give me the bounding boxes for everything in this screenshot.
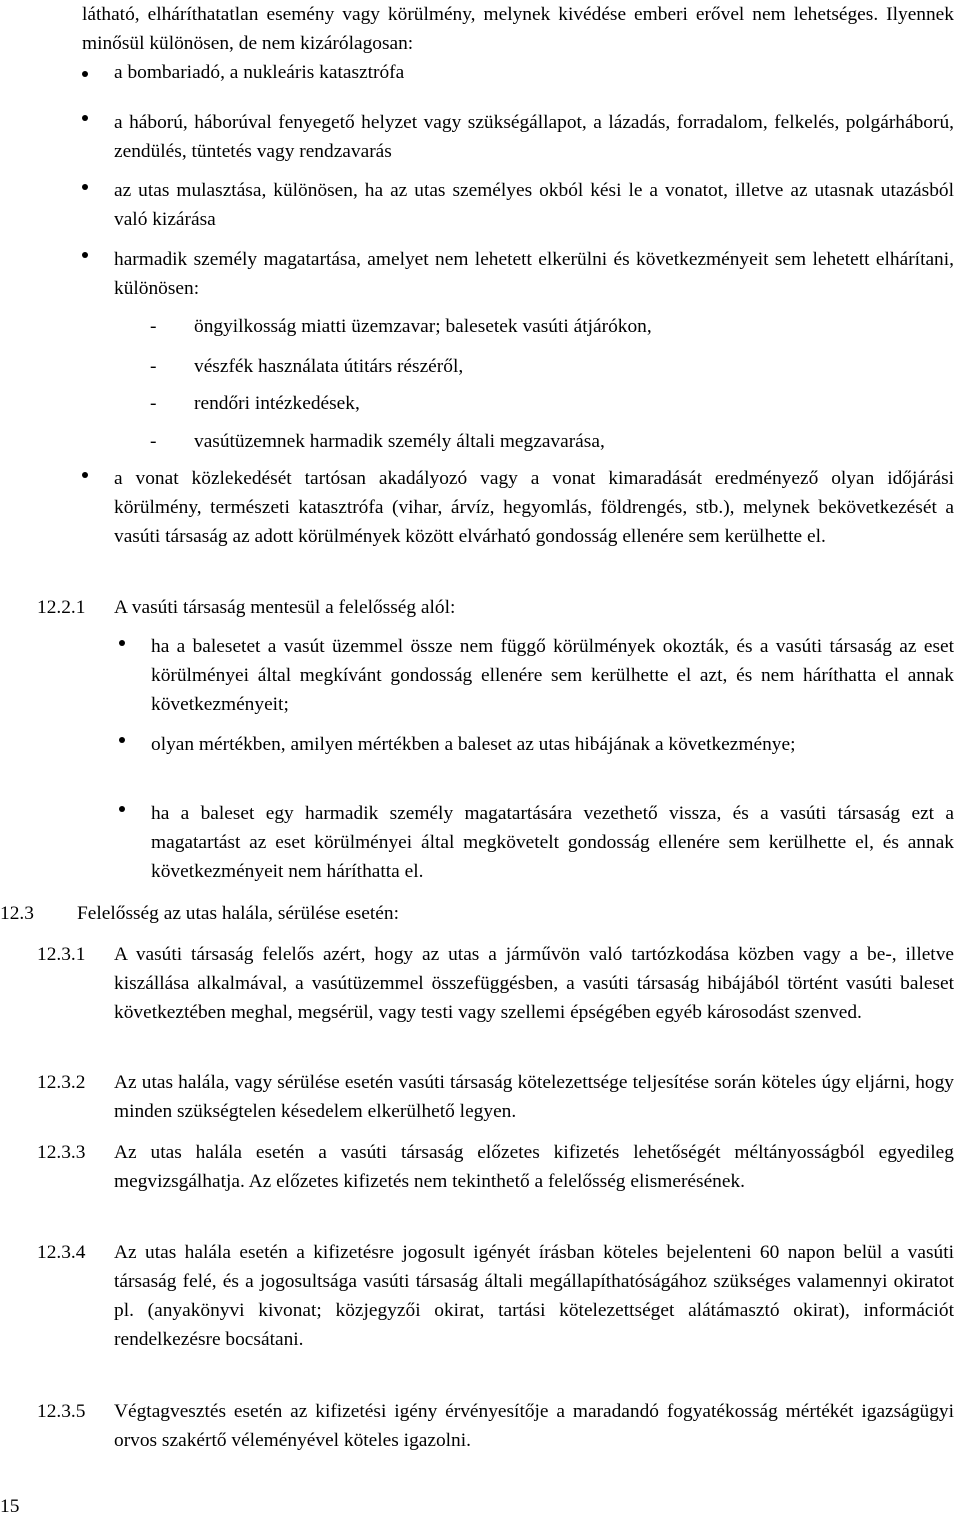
bullet-dot	[119, 640, 125, 646]
subsection-text: Az utas halála, vagy sérülése esetén vasúti társaság kötelezettsége teljesítése során köteles úgy eljárni, hogy minden szükségtelen késedelem elkerülhető legyen.	[114, 1072, 954, 1122]
dash-marker: -	[150, 431, 157, 452]
dash-item: rendőri intézkedések,	[194, 393, 360, 414]
subsection-text: Az utas halála esetén a vasúti társaság előzetes kifizetés lehetőségét méltányosságból egyedileg megvizsgálhatja. Az előzetes kifizetés nem tekinthető a felelősség elismerésének.	[114, 1142, 954, 1192]
bullet-item: olyan mértékben, amilyen mértékben a baleset az utas hibájának a következménye;	[151, 734, 796, 755]
subsection-number: 12.3.3	[37, 1142, 86, 1163]
subsection-number: 12.3.1	[37, 944, 86, 965]
bullet-item: ha a baleset egy harmadik személy magatartására vezethető vissza, és a vasúti társaság ezt a magatartást az eset körülményei által megkövetelt gondosság ellenére sem kerülhette el, és annak következményeit nem háríthatta el.	[151, 803, 954, 882]
subsection-text: Végtagvesztés esetén az kifizetési igény érvényesítője a maradandó fogyatékosság mértékét igazságügyi orvos szakértő véleményével köteles igazolni.	[114, 1401, 954, 1451]
bullet-dot	[82, 71, 88, 77]
section-heading: Felelősség az utas halála, sérülése esetén:	[77, 903, 399, 924]
subsection-number: 12.3.4	[37, 1242, 86, 1263]
bullet-dot	[82, 115, 88, 121]
bullet-item: ha a balesetet a vasút üzemmel össze nem függő körülmények okozták, és a vasúti társaság az eset körülményei által megkívánt gondosság ellenére sem kerülhette el azt, és nem háríthatta el annak következményeit;	[151, 636, 954, 715]
subsection-text: Az utas halála esetén a kifizetésre jogosult igényét írásban köteles bejelenteni 60 napon belül a vasúti társaság felé, és a jogosultsága vasúti társaság általi megállapíthatóságához szükséges valamennyi okiratot pl. (anyakönyvi kivonat; közjegyzői okirat, tartási kötelezettséget alátámasztó okirat), információt rendelkezésre bocsátani.	[114, 1242, 954, 1350]
intro-paragraph: látható, elháríthatatlan esemény vagy körülmény, melynek kivédése emberi erővel nem lehetséges. Ilyennek minősül különösen, de nem kizárólagosan:	[82, 4, 954, 54]
dash-item: vasútüzemnek harmadik személy általi megzavarása,	[194, 431, 605, 452]
bullet-dot	[82, 252, 88, 258]
bullet-item: a vonat közlekedését tartósan akadályozó vagy a vonat kimaradását eredményező olyan időjárási körülmény, természeti katasztrófa (vihar, árvíz, hegyomlás, földrengés, stb.), melynek bekövetkezését a vasúti társaság az adott körülmények között elvárható gondosság ellenére sem kerülhette el.	[114, 468, 954, 547]
subsection-number: 12.3.2	[37, 1072, 86, 1093]
bullet-dot	[119, 737, 125, 743]
bullet-dot	[82, 472, 88, 478]
section-number: 12.3	[0, 903, 34, 924]
dash-marker: -	[150, 356, 157, 377]
bullet-dot	[82, 184, 88, 190]
bullet-item: a háború, háborúval fenyegető helyzet vagy szükségállapot, a lázadás, forradalom, felkelés, polgárháború, zendülés, tüntetés vagy rendzavarás	[114, 112, 954, 162]
dash-item: öngyilkosság miatti üzemzavar; balesetek vasúti átjárókon,	[194, 316, 652, 337]
subsection-text: A vasúti társaság felelős azért, hogy az utas a járművön való tartózkodása közben vagy a be-, illetve kiszállása alkalmával, a vasútüzemmel összefüggésben, a vasúti társaság hibájából történt vasúti baleset következtében meghal, megsérül, vagy testi vagy szellemi épségében egyéb károsodást szenved.	[114, 944, 954, 1023]
bullet-item: a bombariadó, a nukleáris katasztrófa	[114, 62, 405, 83]
dash-item: vészfék használata útitárs részéről,	[194, 356, 464, 377]
bullet-dot	[119, 806, 125, 812]
dash-marker: -	[150, 316, 157, 337]
bullet-item: az utas mulasztása, különösen, ha az utas személyes okból kési le a vonatot, illetve az utasnak utazásból való kizárása	[114, 180, 954, 230]
section-heading: A vasúti társaság mentesül a felelősség alól:	[114, 597, 456, 618]
bullet-item: harmadik személy magatartása, amelyet nem lehetett elkerülni és következményeit sem lehetett elhárítani, különösen:	[114, 249, 954, 299]
page-number: 15	[0, 1496, 20, 1517]
dash-marker: -	[150, 393, 157, 414]
section-number: 12.2.1	[37, 597, 86, 618]
subsection-number: 12.3.5	[37, 1401, 86, 1422]
